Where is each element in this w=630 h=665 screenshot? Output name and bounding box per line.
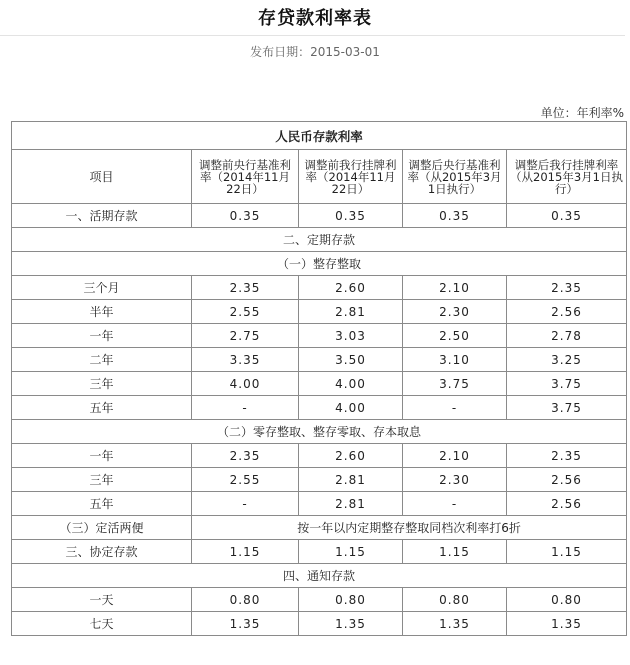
- rate-cell: -: [192, 396, 299, 420]
- rate-cell: -: [403, 492, 507, 516]
- rate-cell: 2.60: [299, 444, 403, 468]
- rate-cell: 2.30: [403, 300, 507, 324]
- header-col3: 调整后央行基准利率（从2015年3月1日执行）: [403, 150, 507, 204]
- rate-cell: 3.03: [299, 324, 403, 348]
- table-row: [12, 612, 627, 636]
- header-col1: 调整前央行基准利率（2014年11月22日）: [192, 150, 299, 204]
- publish-date: 发布日期：2015-03-01: [250, 45, 380, 59]
- rate-cell: 2.75: [192, 324, 299, 348]
- rate-cell: 1.15: [192, 540, 299, 564]
- rate-cell: 3.75: [403, 372, 507, 396]
- term-label: 五年: [12, 492, 192, 516]
- header-col2: 调整前我行挂牌利率（2014年11月22日）: [299, 150, 403, 204]
- term-label: 二年: [12, 348, 192, 372]
- deposit-rate-table: [11, 121, 627, 636]
- rate-cell: 1.15: [507, 540, 627, 564]
- table-row: [12, 444, 627, 468]
- rate-cell: 2.10: [403, 444, 507, 468]
- table-row: [12, 588, 627, 612]
- table-row: [12, 324, 627, 348]
- rate-cell: 3.75: [507, 372, 627, 396]
- rate-cell: 2.10: [403, 276, 507, 300]
- header-col4: 调整后我行挂牌利率（从2015年3月1日执行）: [507, 150, 627, 204]
- combined-note: 按一年以内定期整存整取同档次利率打6折: [192, 516, 627, 540]
- unit-label: 单位：年利率%: [540, 106, 624, 120]
- rate-cell: 2.55: [192, 468, 299, 492]
- term-label: 七天: [12, 612, 192, 636]
- rate-cell: -: [192, 492, 299, 516]
- rate-cell: 2.81: [299, 492, 403, 516]
- section-row: [12, 228, 627, 252]
- table-row: [12, 204, 627, 228]
- title-divider: [0, 35, 625, 36]
- term-label: 三个月: [12, 276, 192, 300]
- rate-cell: 0.35: [403, 204, 507, 228]
- rate-cell: 2.81: [299, 468, 403, 492]
- section-heading: 四、通知存款: [12, 564, 627, 588]
- rate-cell: 0.80: [192, 588, 299, 612]
- rate-cell: 2.35: [192, 444, 299, 468]
- subsection-heading: （二）零存整取、整存零取、存本取息: [12, 420, 627, 444]
- term-label: 一年: [12, 324, 192, 348]
- rate-cell: 4.00: [192, 372, 299, 396]
- rate-cell: 1.15: [403, 540, 507, 564]
- section-row: [12, 420, 627, 444]
- table-row: [12, 396, 627, 420]
- rate-cell: -: [403, 396, 507, 420]
- rate-cell: 1.15: [299, 540, 403, 564]
- rate-cell: 3.75: [507, 396, 627, 420]
- rate-cell: 3.50: [299, 348, 403, 372]
- rate-cell: 2.56: [507, 492, 627, 516]
- section-row: [12, 564, 627, 588]
- rate-cell: 2.35: [192, 276, 299, 300]
- table-row: [12, 372, 627, 396]
- rate-cell: 0.35: [299, 204, 403, 228]
- table-row: [12, 300, 627, 324]
- rate-cell: 0.35: [507, 204, 627, 228]
- rate-cell: 3.35: [192, 348, 299, 372]
- header-item: 项目: [12, 150, 192, 204]
- rate-cell: 1.35: [403, 612, 507, 636]
- term-label: 三年: [12, 372, 192, 396]
- rate-cell: 0.80: [403, 588, 507, 612]
- term-label: 一天: [12, 588, 192, 612]
- table-row: [12, 348, 627, 372]
- table-row: [12, 276, 627, 300]
- term-label: 半年: [12, 300, 192, 324]
- rate-cell: 1.35: [299, 612, 403, 636]
- page-title: 存贷款利率表: [258, 8, 372, 29]
- rate-cell: 2.60: [299, 276, 403, 300]
- rate-cell: 2.56: [507, 300, 627, 324]
- section-heading: 二、定期存款: [12, 228, 627, 252]
- rate-cell: 2.50: [403, 324, 507, 348]
- rate-cell: 2.81: [299, 300, 403, 324]
- table-title: 人民币存款利率: [12, 122, 627, 150]
- section-row: [12, 252, 627, 276]
- table-row: [12, 516, 627, 540]
- rate-cell: 2.56: [507, 468, 627, 492]
- row-label: 一、活期存款: [12, 204, 192, 228]
- term-label: 五年: [12, 396, 192, 420]
- row-label: （三）定活两便: [12, 516, 192, 540]
- rate-cell: 2.30: [403, 468, 507, 492]
- rate-cell: 2.35: [507, 276, 627, 300]
- rate-cell: 4.00: [299, 396, 403, 420]
- table-header-row: [12, 150, 627, 204]
- rate-cell: 0.80: [507, 588, 627, 612]
- subsection-heading: （一）整存整取: [12, 252, 627, 276]
- rate-cell: 0.80: [299, 588, 403, 612]
- rate-cell: 2.35: [507, 444, 627, 468]
- table-row: [12, 468, 627, 492]
- rate-cell: 4.00: [299, 372, 403, 396]
- rate-cell: 2.55: [192, 300, 299, 324]
- rate-cell: 1.35: [507, 612, 627, 636]
- table-row: [12, 492, 627, 516]
- rate-cell: 2.78: [507, 324, 627, 348]
- term-label: 三年: [12, 468, 192, 492]
- rate-cell: 3.10: [403, 348, 507, 372]
- table-title-row: [12, 122, 627, 150]
- row-label: 三、协定存款: [12, 540, 192, 564]
- rate-cell: 0.35: [192, 204, 299, 228]
- term-label: 一年: [12, 444, 192, 468]
- rate-cell: 3.25: [507, 348, 627, 372]
- rate-cell: 1.35: [192, 612, 299, 636]
- table-row: [12, 540, 627, 564]
